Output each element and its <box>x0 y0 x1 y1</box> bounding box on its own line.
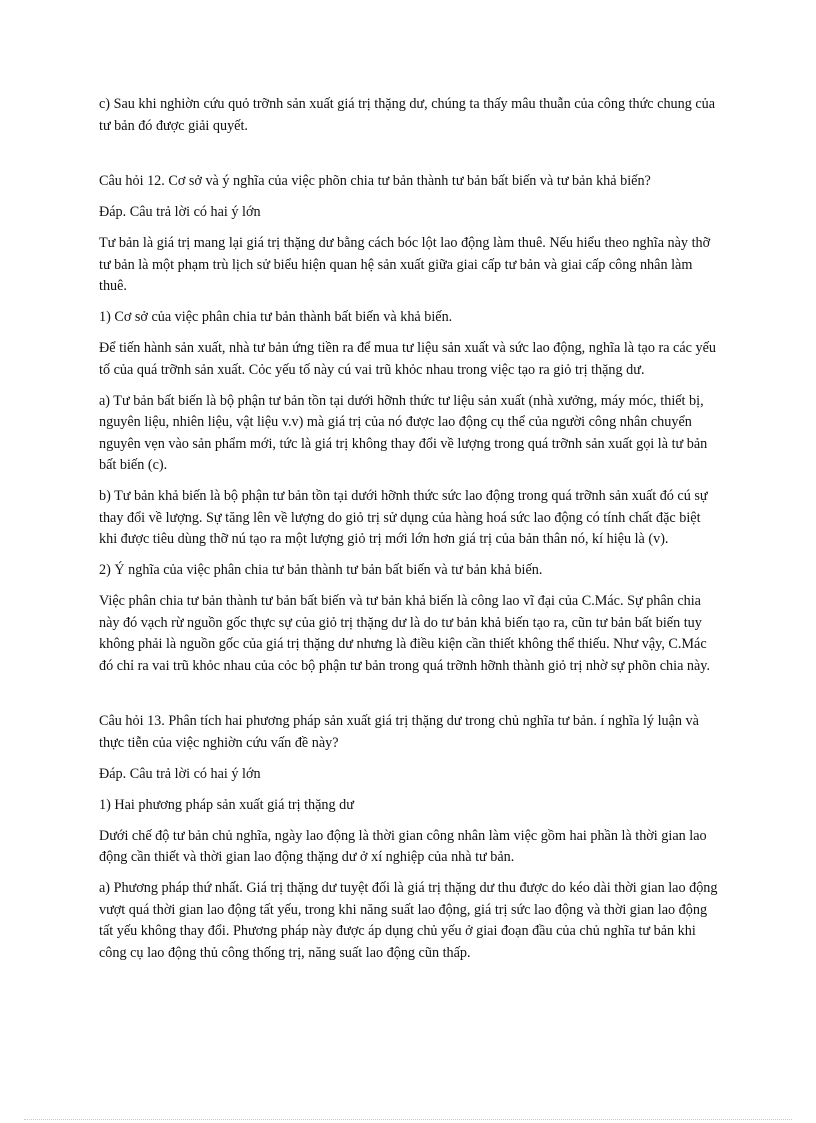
paragraph-constant-capital: a) Tư bản bất biến là bộ phận tư bản tồn tại dưới hỡnh thức tư liệu sản xuất (nhà xưởng, máy móc, thiết bị, nguyên liệu, nhiên liệu, vật liệu v.v) mà giá trị của nó được lao động cụ thể của người công nhân chuyển nguyên vẹn vào sản phẩm mới, tức là giá trị không thay đổi về lượng trong quá trỡnh sản xuất gọi là tư bản bất biến (c). <box>99 392 708 473</box>
answer-intro-13: Đáp. Câu trả lời có hai ý lớn <box>99 765 261 782</box>
paragraph-significance: Việc phân chia tư bản thành tư bản bất biến và tư bản khả biến là công lao vĩ đại của C.Mác. Sự phân chia này đó vạch rừ nguồn gốc thực sự của giỏ trị thặng dư là do tư bản khả biến tạo ra, cũn tư bản bất biến tuy không phải là nguồn gốc của giá trị thặng dư nhưng là điều kiện cần thiết không thể thiếu. Như vậy, C.Mác đó chỉ ra vai trũ khỏc nhau của cỏc bộ phận tư bản trong quá trỡnh hỡnh thành giỏ trị nhờ sự phõn chia này. <box>99 593 711 674</box>
section-1-heading: 1) Cơ sở của việc phân chia tư bản thành bất biến và khả biến. <box>99 309 453 325</box>
page-bottom-divider <box>24 1119 792 1120</box>
section-2-heading: 2) Ý nghĩa của việc phân chia tư bản thành tư bản bất biến và tư bản khả biến. <box>99 562 543 578</box>
question-13-heading: Câu hỏi 13. Phân tích hai phương pháp sản xuất giá trị thặng dư trong chủ nghĩa tư bản. í nghĩa lý luận và thực tiễn của việc nghiờn cứu vấn đề này? <box>99 713 699 751</box>
paragraph-conclusion-c: c) Sau khi nghiờn cứu quỏ trỡnh sản xuất giá trị thặng dư, chúng ta thấy mâu thuẫn của công thức chung của tư bản đó được giải quyết. <box>99 96 716 134</box>
section-1-methods-heading: 1) Hai phương pháp sản xuất giá trị thặng dư <box>99 796 354 813</box>
paragraph-absolute-surplus: a) Phương pháp thứ nhất. Giá trị thặng dư tuyệt đối là giá trị thặng dư thu được do kéo dài thời gian lao động vượt quá thời gian lao động tất yếu, trong khi năng suất lao động, giá trị sức lao động và thời gian lao động tất yếu không thay đổi. Phương pháp này được áp dụng chủ yếu ở giai đoạn đầu của chủ nghĩa tư bản khi công cụ lao động thủ công thống trị, năng suất lao động cũn thấp. <box>99 880 718 961</box>
paragraph-variable-capital: b) Tư bản khả biến là bộ phận tư bản tồn tại dưới hỡnh thức sức lao động trong quá trỡnh sản xuất đó cú sự thay đổi về lượng. Sự tăng lên về lượng do giỏ trị sử dụng của hàng hoá sức lao động có tính chất đặc biệt khi được tiêu dùng thỡ nú tạo ra một lượng giỏ trị mới lớn hơn giá trị của bản thân nó, kí hiệu là (v). <box>99 488 708 547</box>
paragraph-capital-definition: Tư bản là giá trị mang lại giá trị thặng dư bằng cách bóc lột lao động làm thuê. Nếu hiểu theo nghĩa này thỡ tư bản là một phạm trù lịch sử biểu hiện quan hệ sản xuất giữa giai cấp tư bản và giai cấp công nhân làm thuê. <box>99 235 711 294</box>
paragraph-production-factors: Để tiến hành sản xuất, nhà tư bản ứng tiền ra để mua tư liệu sản xuất và sức lao động, nghĩa là tạo ra các yếu tố của quá trỡnh sản xuất. Cỏc yếu tố này cú vai trũ khỏc nhau trong việc tạo ra giỏ trị thặng dư. <box>99 340 716 378</box>
document-body <box>99 94 721 974</box>
paragraph-working-day: Dưới chế độ tư bản chủ nghĩa, ngày lao động là thời gian công nhân làm việc gồm hai phần là thời gian lao động cần thiết và thời gian lao động thặng dư ở xí nghiệp của nhà tư bản. <box>99 827 707 865</box>
answer-intro: Đáp. Câu trả lời có hai ý lớn <box>99 204 261 220</box>
question-12-heading: Câu hỏi 12. Cơ sở và ý nghĩa của việc phõn chia tư bản thành tư bản bất biến và tư bản khả biến? <box>99 173 651 189</box>
